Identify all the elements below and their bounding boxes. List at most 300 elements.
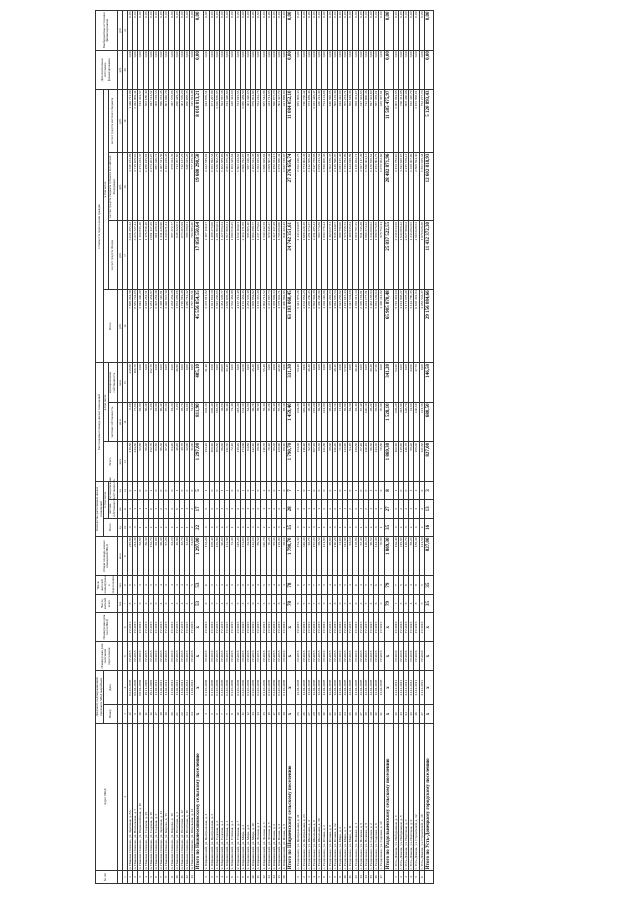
table-cell: 0,00 — [266, 11, 271, 51]
table-cell: 1 — [133, 500, 138, 518]
table-cell: 14.04.2008 — [363, 671, 368, 705]
table-cell: 68,10 — [282, 442, 287, 481]
table-cell: 0,00 — [398, 50, 403, 89]
table-cell: с. Раздольное, ул. Речная, д. 8 — [327, 723, 332, 870]
table-cell: 19.11.2009 — [143, 671, 148, 705]
table-cell: 752 277,73 — [419, 90, 424, 153]
table-cell: х. Ширяевский, ул. Мира, д. 10 — [251, 723, 256, 870]
table-cell: 51,10 — [204, 363, 209, 402]
table-cell: 12 — [245, 705, 250, 723]
table-cell: 142,10 — [251, 442, 256, 481]
table-cell: 17 858 550,64 — [195, 221, 204, 289]
table-cell: 5 — [190, 576, 195, 594]
table-cell: 70,80 — [379, 402, 384, 441]
table-cell: 6 — [403, 576, 408, 594]
table-cell: 44,60 — [409, 402, 414, 441]
table-cell: 46,40 — [353, 363, 358, 402]
table-cell: 162,40 — [393, 537, 398, 576]
table-cell: 37 — [358, 705, 363, 723]
table-cell: 3 028 261,51 — [143, 289, 148, 363]
table-cell: 1 059 213,54 — [317, 153, 322, 221]
table-cell: х — [195, 613, 204, 642]
table-cell: 218,80 — [127, 442, 132, 481]
table-cell: 129,90 — [277, 442, 282, 481]
table-cell: с. Раздольное, ул. Полевая, д. 9 — [363, 723, 368, 870]
table-cell: 1 078 962,60 — [379, 153, 384, 221]
table-cell: 26 — [301, 705, 306, 723]
table-cell: IV.2015 — [311, 642, 316, 671]
table-cell: 64,20 — [169, 402, 174, 441]
table-cell: 46,40 — [306, 363, 311, 402]
table-cell: IV.2015 — [282, 642, 287, 671]
table-cell: 1 331 226,96 — [159, 221, 164, 289]
table-cell: 12 — [261, 870, 266, 883]
table-cell: 64,80 — [245, 402, 250, 441]
table-cell: с. Раздольное, ул. Садовая, д. 6 — [374, 723, 379, 870]
table-cell: 14.04.2008 — [317, 671, 322, 705]
table-cell: 0,00 — [195, 11, 204, 51]
table-cell: 14.04.2008 — [358, 671, 363, 705]
table-cell: 1 — [358, 518, 363, 536]
table-cell: 118,90 — [398, 537, 403, 576]
table-cell: 1 — [277, 481, 282, 499]
table-cell: IV.2016 — [414, 642, 419, 671]
table-cell: 1 869,30 — [384, 537, 393, 576]
table-cell: 121,50 — [419, 537, 424, 576]
table-cell: 70,20 — [266, 537, 271, 576]
table-cell: 0,00 — [195, 50, 204, 89]
table-cell: 153,20 — [204, 442, 209, 481]
table-cell: 15 — [277, 870, 282, 883]
table-cell: 48,20 — [369, 402, 374, 441]
table-cell: 1 000 810,25 — [230, 221, 235, 289]
table-cell: 4 294 110,66 — [322, 289, 327, 363]
table-cell: 7 — [393, 594, 398, 612]
column-number-cell: 4 — [122, 671, 127, 705]
table-cell: 5 — [209, 705, 214, 723]
table-cell: 154,30 — [296, 442, 301, 481]
table-cell: 8 — [332, 870, 337, 883]
table-cell: 941 424,15 — [282, 221, 287, 289]
table-cell: 879 931,80 — [251, 90, 256, 153]
table-cell: 116,40 — [301, 442, 306, 481]
table-cell: 5 — [317, 870, 322, 883]
table-cell: 2 — [348, 518, 353, 536]
table-cell: 10 — [343, 870, 348, 883]
table-cell: 51,00 — [190, 442, 195, 481]
unit-cell: руб. — [117, 221, 122, 289]
table-cell: 1 — [317, 518, 322, 536]
table-cell: 1 918 797,35 — [353, 221, 358, 289]
table-cell: 118,90 — [398, 442, 403, 481]
table-cell: 978 752,41 — [379, 221, 384, 289]
table-cell: 2 115 262,71 — [353, 153, 358, 221]
table-cell: 14 — [256, 705, 261, 723]
table-cell: 71,60 — [337, 537, 342, 576]
table-cell: 2 — [204, 500, 209, 518]
table-cell: 2 — [271, 500, 276, 518]
table-cell: 1 773 902,45 — [301, 153, 306, 221]
table-cell: п. Нижние Осиново, ул. Заречная, д. 8А — [127, 723, 132, 870]
table-cell: 1 — [379, 500, 384, 518]
table-cell: 120,10 — [363, 402, 368, 441]
unit-cell: кв.м — [117, 442, 122, 481]
table-cell: 6 — [419, 870, 424, 883]
table-cell: 0,00 — [379, 11, 384, 51]
column-number-cell: 16 — [122, 289, 127, 363]
table-cell: 14 — [271, 870, 276, 883]
table-cell: 95,30 — [271, 442, 276, 481]
table-cell: 1 412 566,62 — [306, 153, 311, 221]
table-cell: IV.2015 — [225, 613, 230, 642]
table-cell: 1 317 417,29 — [271, 221, 276, 289]
table-cell: 3 — [174, 576, 179, 594]
table-cell: IV.2015 — [153, 613, 158, 642]
table-cell: с. Раздольное, ул. Полевая, д. 1 — [353, 723, 358, 870]
table-cell: 96,30 — [159, 402, 164, 441]
table-cell: 5 — [398, 594, 403, 612]
table-cell: 167,20 — [311, 442, 316, 481]
table-cell: 1 530 242,59 — [261, 221, 266, 289]
table-cell: 3 — [214, 500, 219, 518]
table-cell: IV.2015 — [322, 642, 327, 671]
table-cell: 4 — [306, 594, 311, 612]
table-cell: IV.2015 — [204, 613, 209, 642]
table-cell: 3 — [240, 500, 245, 518]
table-cell: 2 — [164, 518, 169, 536]
table-cell: 0,00 — [369, 50, 374, 89]
table-cell: 48,00 — [219, 402, 224, 441]
table-cell: 131,50 — [225, 537, 230, 576]
table-cell: 7 — [327, 870, 332, 883]
table-cell: 6 — [374, 576, 379, 594]
table-cell: 96,50 — [369, 442, 374, 481]
table-cell: 79 — [384, 576, 393, 594]
table-cell: 590 077,70 — [271, 90, 276, 153]
table-cell: 0,00 — [190, 11, 195, 51]
table-cell: IV.2015 — [332, 613, 337, 642]
unit-cell: кв.м — [117, 537, 122, 576]
table-cell: с. Раздольное, ул. Школьная, д. 4 — [306, 723, 311, 870]
table-cell: 3 — [403, 518, 408, 536]
table-cell: 01.10.2009 — [214, 671, 219, 705]
table-cell: 685 542,89 — [261, 90, 266, 153]
table-cell: 0,00 — [235, 50, 240, 89]
table-cell: 2 474 897,73 — [266, 289, 271, 363]
table-cell: 6 — [230, 870, 235, 883]
table-cell: 0,00 — [148, 402, 153, 441]
table-cell: 3 — [296, 518, 301, 536]
table-cell: 43,50 — [240, 363, 245, 402]
table-cell: 5 — [414, 870, 419, 883]
table-cell: IV.2015 — [245, 642, 250, 671]
table-cell: 0,00 — [301, 363, 306, 402]
table-cell: 1 005 594,95 — [393, 90, 398, 153]
table-cell: 16 — [266, 705, 271, 723]
table-cell: 2 235 579,12 — [403, 153, 408, 221]
table-cell: 42 — [393, 705, 398, 723]
table-cell: 0 — [379, 481, 384, 499]
table-cell: 48,30 — [369, 363, 374, 402]
table-cell: 3 359 849,14 — [271, 289, 276, 363]
table-cell: 3 — [214, 518, 219, 536]
table-cell: 1 297,00 — [195, 537, 204, 576]
table-cell: Итого по Раздольненскому сельскому поселению — [384, 723, 393, 870]
table-cell: 2 — [251, 500, 256, 518]
table-cell: 0 — [138, 481, 143, 499]
table-cell: IV.2015 — [164, 642, 169, 671]
table-cell: 140,60 — [414, 402, 419, 441]
table-cell: 341,20 — [384, 363, 393, 402]
table-cell: 0,00 — [148, 11, 153, 51]
table-cell: 6 — [353, 594, 358, 612]
table-cell: 1 — [179, 500, 184, 518]
table-cell: 89,20 — [409, 537, 414, 576]
table-cell: 1 165 868,01 — [414, 90, 419, 153]
table-cell: 3 — [332, 518, 337, 536]
table-cell: 0,00 — [214, 363, 219, 402]
table-cell: 24 — [190, 705, 195, 723]
table-cell: 14 — [363, 870, 368, 883]
table-cell: г. Усть-Донецк, ул. Строителей, д. 12 — [414, 723, 419, 870]
total-row — [424, 11, 433, 884]
table-cell: 01.10.2009 — [219, 671, 224, 705]
table-cell: 98,60 — [327, 537, 332, 576]
table-cell: 0,00 — [327, 363, 332, 402]
table-cell: 1 — [337, 500, 342, 518]
table-cell: 0,00 — [230, 363, 235, 402]
table-cell: 0,00 — [414, 50, 419, 89]
table-cell: 0,00 — [240, 50, 245, 89]
table-cell: 218,80 — [127, 537, 132, 576]
table-cell: 2 273 203,07 — [148, 153, 153, 221]
col-planned-date-header: Планируемая дата окончания переселения — [96, 642, 118, 671]
table-cell: 0,00 — [348, 50, 353, 89]
table-cell: 1 — [245, 518, 250, 536]
table-cell: 0 — [235, 481, 240, 499]
table-cell: 0,00 — [311, 363, 316, 402]
col-cost-incl-header: в том числе — [104, 90, 109, 290]
table-cell: х. Ширяевский, ул. Степная, д. 3 — [230, 723, 235, 870]
table-cell: 4 579 602,71 — [277, 289, 282, 363]
table-cell: 3 — [337, 594, 342, 612]
table-cell: 1 — [240, 481, 245, 499]
table-cell: IV.2015 — [214, 642, 219, 671]
table-cell: 143,30 — [374, 442, 379, 481]
table-cell: IV.2015 — [332, 642, 337, 671]
table-cell: 5 — [322, 594, 327, 612]
table-cell: 3 — [214, 870, 219, 883]
table-cell: 960 773,86 — [317, 221, 322, 289]
table-cell: 0,00 — [358, 50, 363, 89]
table-cell: 3 395 110,91 — [159, 289, 164, 363]
table-cell: 3 — [337, 576, 342, 594]
table-cell: 7 — [393, 576, 398, 594]
table-cell: IV.2015 — [153, 642, 158, 671]
table-cell: 2 — [256, 518, 261, 536]
table-cell: 2 — [363, 518, 368, 536]
table-cell: 1 498 473,66 — [209, 221, 214, 289]
table-cell: 1 — [317, 500, 322, 518]
table-cell: 102,10 — [204, 402, 209, 441]
table-cell: 31 — [327, 705, 332, 723]
table-cell: 2 165 523,35 — [251, 153, 256, 221]
table-cell: 11 — [256, 870, 261, 883]
table-cell: 827,00 — [424, 537, 433, 576]
table-cell: 1 467 511,50 — [159, 153, 164, 221]
table-cell: 97,20 — [164, 537, 169, 576]
table-cell: 25 837 522,55 — [384, 221, 393, 289]
table-cell: 0,00 — [230, 11, 235, 51]
table-cell: 0,00 — [214, 11, 219, 51]
table-cell: 4 — [256, 576, 261, 594]
table-cell: 0,00 — [179, 11, 184, 51]
table-cell: 2 — [398, 500, 403, 518]
table-cell: 3 — [311, 500, 316, 518]
table-cell: 2 — [419, 500, 424, 518]
table-cell: 0 — [245, 481, 250, 499]
table-cell: IV.2016 — [398, 613, 403, 642]
table-cell: 901 228,12 — [153, 221, 158, 289]
column-number-cell: 6 — [122, 613, 127, 642]
table-cell: 0,00 — [251, 50, 256, 89]
table-cell: 167,20 — [311, 402, 316, 441]
table-cell: п. Нижние Осиново, ул. Садовая, д. 5 — [153, 723, 158, 870]
table-cell: 0,00 — [282, 11, 287, 51]
table-cell: 1 660 274,32 — [363, 221, 368, 289]
table-cell: 94,10 — [332, 402, 337, 441]
table-cell: 21.12.2011 — [414, 671, 419, 705]
table-cell: 2 322 819,04 — [204, 153, 209, 221]
table-cell: х — [287, 642, 296, 671]
table-cell: 89,50 — [256, 402, 261, 441]
table-cell: 2 — [393, 500, 398, 518]
table-cell: 6 — [204, 576, 209, 594]
table-cell: IV.2015 — [179, 613, 184, 642]
table-cell: 6 — [403, 594, 408, 612]
table-cell: 65,80 — [153, 537, 158, 576]
table-cell: 3 476 203,23 — [327, 289, 332, 363]
table-cell: 301 576,24 — [179, 90, 184, 153]
table-cell: 17 — [153, 705, 158, 723]
table-cell: 11.02.2011 — [169, 671, 174, 705]
table-cell: IV.2015 — [348, 613, 353, 642]
table-cell: 3 — [424, 481, 433, 499]
table-cell: 597 433,60 — [369, 90, 374, 153]
table-cell: 0,00 — [138, 11, 143, 51]
table-cell: 1 609 220,38 — [301, 221, 306, 289]
table-cell: 2 107 116,27 — [204, 221, 209, 289]
table-cell: 3 — [230, 594, 235, 612]
column-number-cell: 19 — [122, 90, 127, 153]
table-cell: 0 — [337, 481, 342, 499]
table-cell: 2 — [169, 500, 174, 518]
table-cell: 10 — [251, 870, 256, 883]
table-cell: 2 496 112,92 — [379, 289, 384, 363]
col-residents-header: Число жителей всего — [96, 594, 118, 612]
table-cell: 0,00 — [311, 50, 316, 89]
table-cell: 94,10 — [348, 537, 353, 576]
table-cell: 731 815,85 — [235, 90, 240, 153]
table-cell: 12 602 818,93 — [424, 153, 433, 221]
table-cell: 1 979 580,41 — [277, 153, 282, 221]
table-cell: IV.2015 — [306, 613, 311, 642]
table-cell: 2 450 200,80 — [317, 289, 322, 363]
table-cell: 01.10.2009 — [209, 671, 214, 705]
table-cell: IV.2015 — [306, 642, 311, 671]
table-cell: 01.10.2009 — [245, 671, 250, 705]
table-cell: 2 133 843,08 — [296, 221, 301, 289]
unit-cell: чел. — [117, 594, 122, 612]
table-cell: IV.2015 — [138, 613, 143, 642]
table-cell: 0,00 — [235, 11, 240, 51]
table-cell: 2 526 602,79 — [214, 153, 219, 221]
table-cell: 1 — [143, 518, 148, 536]
table-cell: 0,00 — [190, 363, 195, 402]
table-cell: 3 — [266, 576, 271, 594]
table-cell: 165,80 — [214, 537, 219, 576]
table-cell: 3 — [153, 594, 158, 612]
table-cell: 120,10 — [363, 537, 368, 576]
table-cell: 2 — [343, 518, 348, 536]
table-cell: 6 — [214, 705, 219, 723]
table-cell: 12 — [353, 870, 358, 883]
table-cell: 19 — [282, 705, 287, 723]
col-doc-number-header: Номер — [104, 705, 117, 723]
table-cell: 121,80 — [322, 537, 327, 576]
table-cell: 1 154 845,26 — [138, 221, 143, 289]
table-cell: 218,80 — [127, 363, 132, 402]
column-number-cell: 14 — [122, 402, 127, 441]
table-cell: 2 — [159, 518, 164, 536]
table-cell: 2 136 590,97 — [332, 153, 337, 221]
table-cell: 5 — [190, 594, 195, 612]
table-cell: 0,00 — [282, 50, 287, 89]
table-cell: 0,00 — [327, 50, 332, 89]
table-cell: 0,00 — [332, 11, 337, 51]
table-cell: IV.2015 — [322, 613, 327, 642]
table-cell: 4 — [271, 594, 276, 612]
table-cell: 1 — [153, 500, 158, 518]
table-cell: 1 492 909,41 — [133, 90, 138, 153]
table-cell: 0,00 — [398, 11, 403, 51]
table-cell: IV.2015 — [240, 613, 245, 642]
unit-cell: чел. — [117, 576, 122, 594]
table-cell: 6 — [204, 594, 209, 612]
table-cell: 1 233 062,65 — [409, 221, 414, 289]
table-cell: 131,10 — [240, 402, 245, 441]
table-cell: 0 — [266, 481, 271, 499]
table-cell: 3 — [230, 576, 235, 594]
table-cell: IV.2015 — [127, 642, 132, 671]
table-cell: 11 084 052,10 — [287, 90, 296, 153]
table-cell: 29 156 084,66 — [424, 289, 433, 363]
table-cell: г. Усть-Донецк, ул. Строителей, д. 16 — [419, 723, 424, 870]
table-cell: IV.2015 — [317, 613, 322, 642]
table-cell: 146,70 — [403, 442, 408, 481]
table-cell: 03.10.2008 — [127, 671, 132, 705]
table-cell: 1 091 125,43 — [337, 153, 342, 221]
table-cell: 113,90 — [343, 537, 348, 576]
table-cell: 2 — [363, 500, 368, 518]
table-cell: 3 — [282, 594, 287, 612]
table-cell: х — [287, 613, 296, 642]
table-cell: IV.2015 — [337, 642, 342, 671]
table-cell: 0 — [143, 481, 148, 499]
table-cell: 887 472,77 — [169, 221, 174, 289]
table-cell: 2 — [327, 500, 332, 518]
table-cell: 0,00 — [332, 50, 337, 89]
